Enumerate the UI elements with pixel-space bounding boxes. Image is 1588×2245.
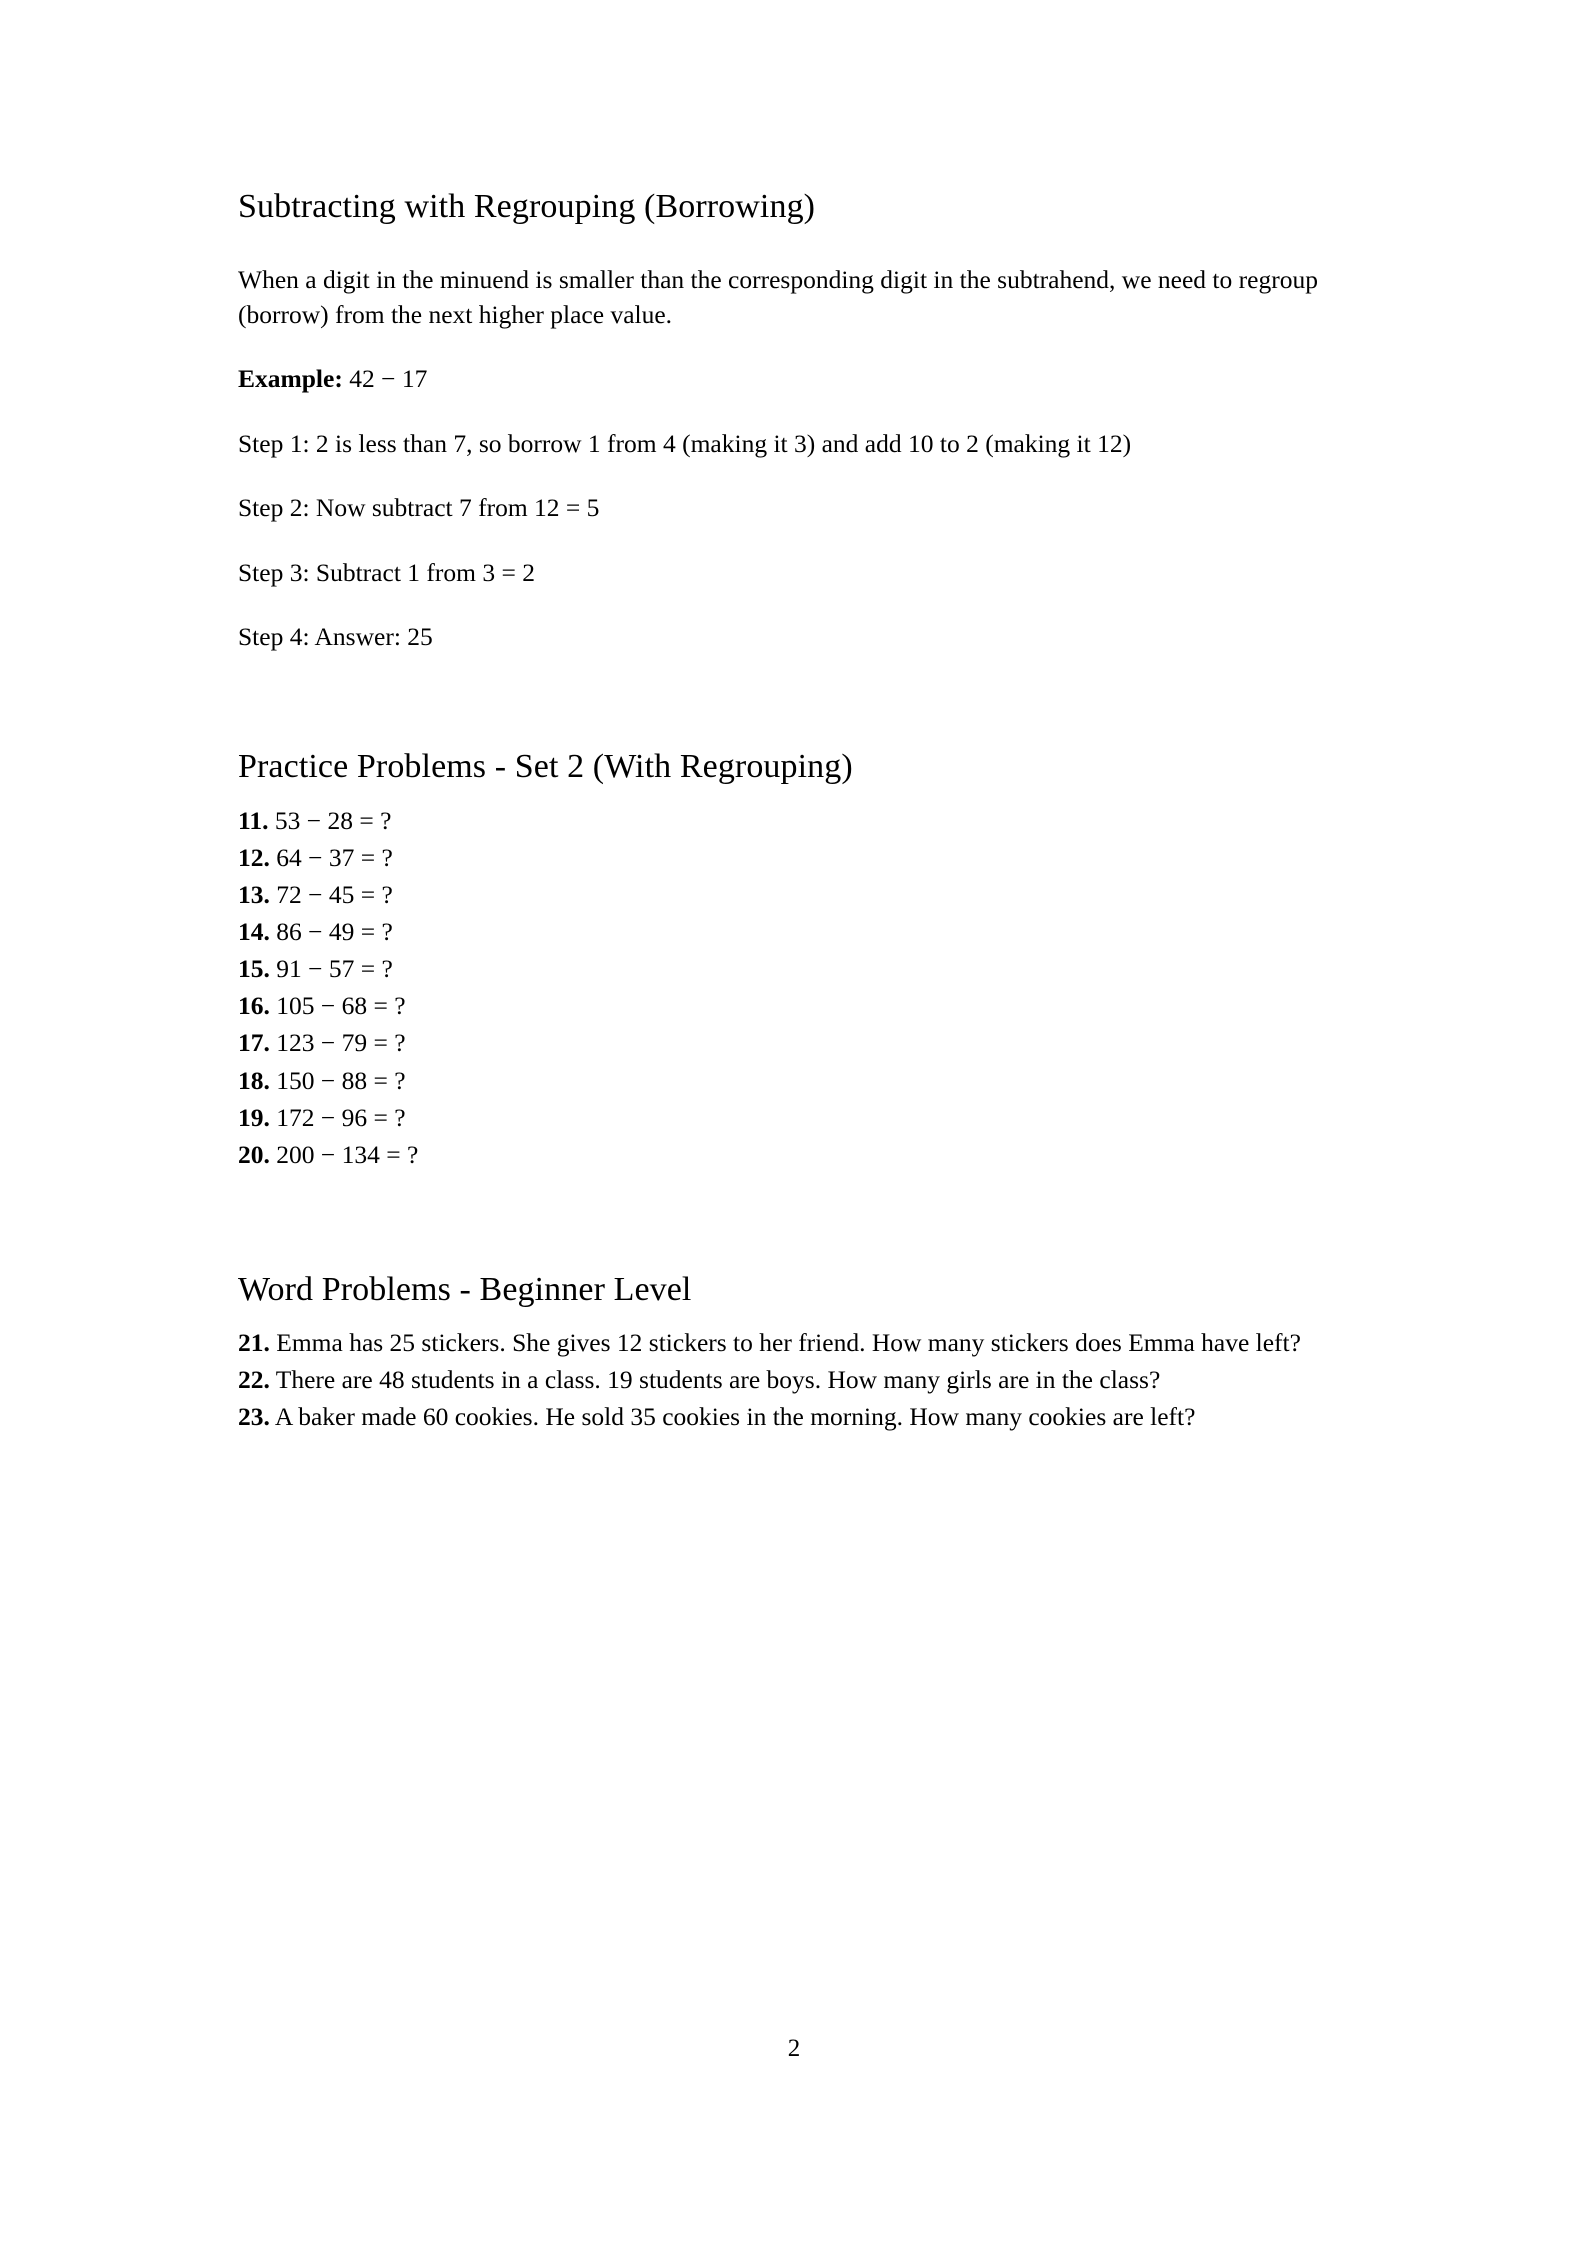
problem-number: 11. [238,805,269,835]
problem-text: 72 − 45 = ? [269,880,393,910]
practice-problem-list [238,802,1352,1173]
problem-number: 22. [238,1365,270,1395]
example-expression: 42 − 17 [342,364,428,394]
list-item [238,839,1352,876]
list-item [238,1024,1352,1061]
problem-text: 53 − 28 = ? [268,805,392,835]
problem-number: 15. [238,954,270,984]
list-item [238,987,1352,1024]
page-content [238,186,1352,1436]
problem-text: There are 48 students in a class. 19 students are boys. How many girls are in the class? [269,1365,1161,1395]
word-problems-heading: Word Problems - Beginner Level [238,1270,692,1308]
example-label: Example: [238,364,343,394]
step-3: Step 3: Subtract 1 from 3 = 2 [238,557,535,587]
list-item [238,802,1352,839]
list-item [238,876,1352,913]
problem-number: 19. [238,1102,270,1132]
problem-number: 14. [238,917,270,947]
problem-text: 86 − 49 = ? [269,917,393,947]
page-number: 2 [787,2035,801,2062]
list-item [238,950,1352,987]
spacer [238,397,1352,427]
word-problem-list [238,1324,1352,1435]
problem-number: 23. [238,1402,270,1432]
list-item [238,1099,1352,1136]
problem-number: 20. [238,1139,270,1169]
lesson-intro-paragraph: When a digit in the minuend is smaller than the corresponding digit in the subtrahend, we need to regroup (borrow) from the next higher place value. [238,265,1318,329]
list-item [238,1361,1352,1398]
problem-text: Emma has 25 stickers. She gives 12 stickers to her friend. How many stickers does Emma have left? [269,1328,1301,1358]
problem-text: 200 − 134 = ? [269,1139,419,1169]
list-item [238,1136,1352,1173]
list-item [238,1324,1352,1361]
problem-text: 172 − 96 = ? [269,1102,406,1132]
step-4: Step 4: Answer: 25 [238,622,433,651]
problem-text: 91 − 57 = ? [269,954,393,984]
problem-number: 21. [238,1328,270,1358]
spacer [238,461,1352,491]
spacer [238,654,1352,746]
spacer [238,227,1352,263]
spacer [238,590,1352,620]
list-item [238,1062,1352,1099]
spacer [238,1310,1352,1324]
problem-text: A baker made 60 cookies. He sold 35 cookies in the morning. How many cookies are left? [269,1402,1196,1432]
problem-number: 12. [238,842,270,872]
problem-number: 17. [238,1028,270,1058]
problem-number: 16. [238,991,270,1021]
problem-text: 123 − 79 = ? [269,1028,406,1058]
problem-text: 150 − 88 = ? [269,1065,406,1095]
problem-number: 13. [238,880,270,910]
spacer [238,1173,1352,1269]
spacer [238,526,1352,556]
problem-number: 18. [238,1065,270,1095]
practice-problems-heading: Practice Problems - Set 2 (With Regrouping) [238,748,853,786]
spacer [238,788,1352,802]
list-item [238,1398,1352,1435]
spacer [238,332,1352,362]
list-item [238,913,1352,950]
example-line [238,362,1352,396]
lesson-title: Subtracting with Regrouping (Borrowing) [238,188,816,225]
step-1: Step 1: 2 is less than 7, so borrow 1 from 4 (making it 3) and add 10 to 2 (making it 12) [238,428,1132,458]
step-2: Step 2: Now subtract 7 from 12 = 5 [238,493,600,523]
problem-text: 105 − 68 = ? [269,991,406,1021]
problem-text: 64 − 37 = ? [269,842,393,872]
